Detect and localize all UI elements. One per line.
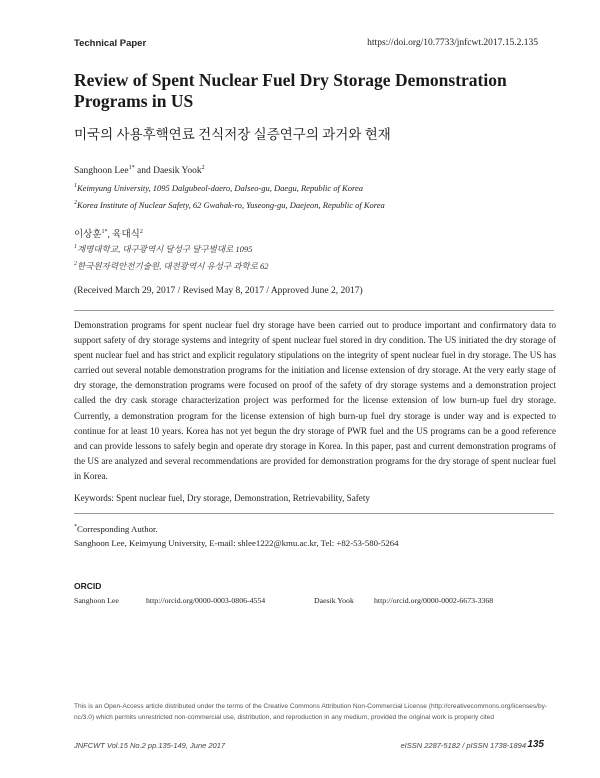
author-name: Sanghoon Lee: [74, 166, 129, 176]
affiliation-mark: 2: [74, 200, 77, 207]
orcid-link[interactable]: http://orcid.org/0000-0002-6673-3368: [374, 596, 494, 605]
orcid-heading: ORCID: [74, 581, 102, 591]
divider: [74, 513, 554, 514]
korean-affiliation-mark: 1: [74, 244, 77, 251]
corresponding-label: Corresponding Author.: [77, 524, 158, 534]
affiliation: [74, 183, 363, 193]
orcid-link[interactable]: http://orcid.org/0000-0003-0806-4554: [146, 596, 266, 605]
doi-link[interactable]: https://doi.org/10.7733/jnfcwt.2017.15.2.135: [367, 38, 538, 48]
author-joiner: and: [134, 166, 154, 176]
corresponding-mark: *: [74, 524, 77, 531]
orcid-author-name: Daesik Yook: [314, 596, 354, 605]
affiliation: [74, 200, 385, 210]
author-line: [74, 166, 205, 176]
korean-affiliation-mark: 2: [74, 261, 77, 268]
author-mark: 2: [201, 164, 205, 171]
corresponding-label-line: [74, 522, 399, 536]
author-name: Daesik Yook: [153, 166, 202, 176]
journal-citation: JNFCWT Vol.15 No.2 pp.135-149, June 2017: [74, 741, 226, 750]
korean-author-line: [74, 226, 143, 240]
korean-author-separator: ,: [107, 230, 113, 240]
korean-author-name: 육대식: [112, 230, 140, 240]
affiliation-text: Keimyung University, 1095 Dalgubeol-daero, Dalseo-gu, Daegu, Republic of Korea: [77, 183, 363, 193]
affiliation-mark: 1: [74, 183, 77, 190]
affiliation-text: Korea Institute of Nuclear Safety, 62 Gwahak-ro, Yuseong-gu, Daejeon, Republic of Korea: [77, 200, 385, 210]
korean-affiliation-text: 계명대학교, 대구광역시 달성구 달구벌대로 1095: [77, 244, 253, 254]
korean-title: 미국의 사용후핵연료 건식저장 실증연구의 과거와 현재: [74, 127, 391, 142]
keywords: Keywords: Spent nuclear fuel, Dry storage, Demonstration, Retrievability, Safety: [74, 493, 370, 503]
korean-affiliation: [74, 243, 252, 255]
korean-affiliation-text: 한국원자력안전기술원, 대전광역시 유성구 과학로 62: [77, 261, 269, 271]
korean-author-mark: 1*: [101, 228, 108, 235]
korean-author-mark: 2: [139, 228, 143, 235]
divider: [74, 310, 554, 311]
author-mark: 1*: [128, 164, 135, 171]
page-number: 135: [527, 739, 544, 750]
korean-affiliation: [74, 260, 269, 272]
abstract: Demonstration programs for spent nuclear fuel dry storage have been carried out to produce important and confirmatory data to support safety of dry storage systems and integrity of spent nuclear fuel stored in dry condition. The US initiated the dry storage of spent nuclear fuel and has strict and explicit regulatory stipulations on the integrity of spent nuclear fuel in dry storage. The US has carried out several notable demonstration programs for the initiation and license extension of dry storage. At the very early stage of dry storage, the demonstration programs were focused on proof of the safety of dry storage systems and a demonstration project called the dry cask storage characterization project was performed for the license extension of low burn-up fuel dry storage. Currently, a demonstration program for the license extension of high burn-up fuel dry storage is under way and is expected to continue for at least 10 years. Korea has not yet begun the dry storage of PWR fuel and the US programs can be a good reference and can provide lessons to safely begin and operate dry storage in Korea. In this paper, past and current demonstration programs of the US are analyzed and several recommendations are provided for demonstration programs for the dry storage of spent nuclear fuel in Korea.: [74, 320, 556, 481]
orcid-author-name: Sanghoon Lee: [74, 596, 119, 605]
english-title: Review of Spent Nuclear Fuel Dry Storage Demonstration Programs in US: [74, 70, 507, 111]
issn: eISSN 2287-5182 / pISSN 1738-1894: [400, 741, 526, 750]
korean-author-name: 이상훈: [74, 230, 102, 240]
corresponding-author: [74, 522, 399, 550]
received-dates: (Received March 29, 2017 / Revised May 8, 2017 / Approved June 2, 2017): [74, 286, 363, 296]
article-type-label: Technical Paper: [74, 38, 147, 49]
license-notice: This is an Open-Access article distributed under the terms of the Creative Commons Attribution Non-Commercial License (http://creativecommons.org/licenses/by-nc/3.0) which permits unrestricted non-commercial use, distribution, and reproduction in any medium, provided the original work is properly cited: [74, 703, 548, 721]
corresponding-details: Sanghoon Lee, Keimyung University, E-mail: shlee1222@kmu.ac.kr, Tel: +82-53-580-5264: [74, 538, 399, 548]
